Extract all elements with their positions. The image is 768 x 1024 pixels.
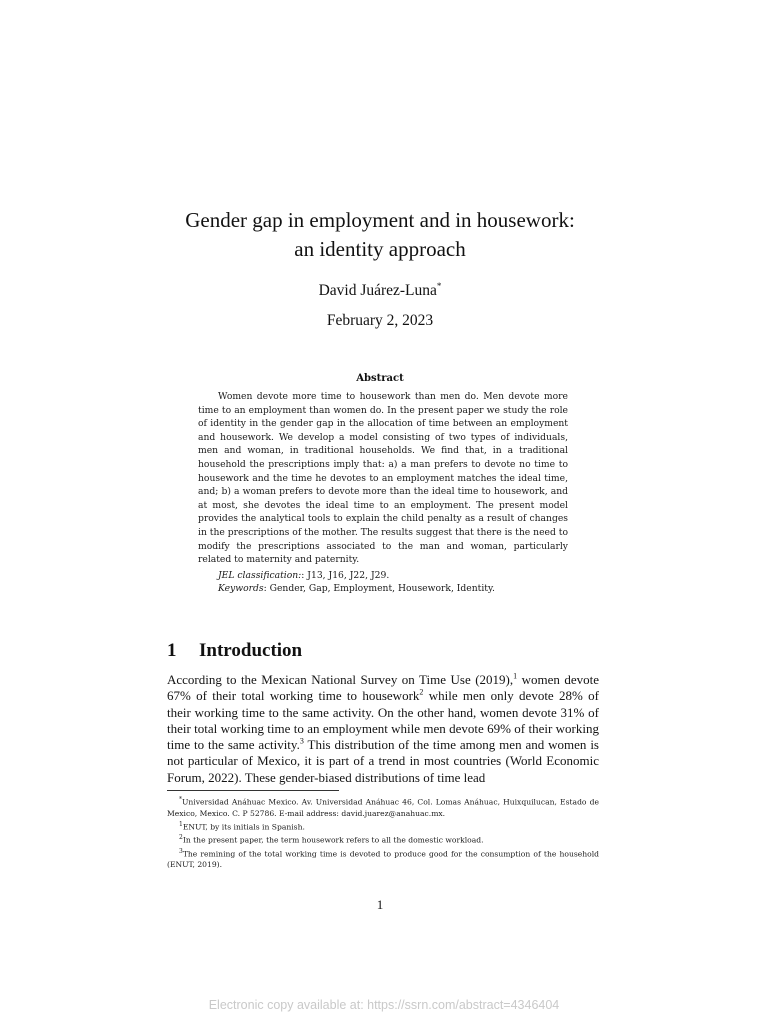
jel-classification <box>198 569 568 583</box>
footnote-1-text: ENUT, by its initials in Spanish. <box>182 822 305 832</box>
footnote-ref-1[interactable]: 1 <box>513 671 518 681</box>
footnote-2 <box>167 832 599 846</box>
footnote-mark-star: * <box>179 796 182 803</box>
footnote-mark-2: 2 <box>179 834 183 842</box>
intro-text-3: while men only devote 28% of their working time to the same activity. On the other hand, women devote 31% of their total working time to an employment while men devote 69% of their working time to the same activity. <box>167 688 599 753</box>
author-name <box>100 281 660 300</box>
keywords-value: : Gender, Gap, Employment, Housework, Identity. <box>263 583 495 595</box>
section-heading <box>167 640 302 662</box>
title-line-1: Gender gap in employment and in housework: <box>185 208 575 232</box>
title-line-2: an identity approach <box>294 237 466 261</box>
footnote-affiliation-text: Universidad Anáhuac Mexico. Av. Universidad Anáhuac 46, Col. Lomas Anáhuac, Huixquilucan, Estado de Mexico, Mexico. C. P 52786. E-mail address: david.juarez@anahuac.mx. <box>167 797 599 818</box>
footnotes <box>167 794 599 870</box>
footnote-2-text: In the present paper, the term housework refers to all the domestic workload. <box>182 835 484 845</box>
paper-date: February 2, 2023 <box>326 312 434 329</box>
page-number: 1 <box>376 897 384 912</box>
ssrn-watermark[interactable]: Electronic copy available at: https://ssrn.com/abstract=4346404 <box>208 998 560 1012</box>
abstract-block <box>198 390 568 596</box>
introduction-paragraph <box>167 672 599 786</box>
author-text: David Juárez-Luna <box>318 282 437 300</box>
intro-text-2: women devote 67% of their total working time to housework <box>167 672 600 704</box>
footnote-mark-1: 1 <box>179 820 183 828</box>
footnote-1 <box>167 819 599 833</box>
keywords-label: Keywords <box>218 583 264 595</box>
footnote-ref-3[interactable]: 3 <box>299 736 304 746</box>
footnote-3-text: The remining of the total working time is devoted to produce good for the consumption of the household (ENUT, 2019). <box>167 849 599 870</box>
intro-text-1: According to the Mexican National Survey on Time Use (2019), <box>167 672 514 687</box>
footnote-ref-2[interactable]: 2 <box>419 687 424 697</box>
footnote-3 <box>167 846 599 871</box>
section-number: 1 <box>167 640 177 661</box>
abstract-heading: Abstract <box>356 373 404 384</box>
jel-label: JEL classification: <box>218 569 302 581</box>
intro-text-4: This distribution of the time among men and women is not particular of Mexico, it is part of a trend in most countries (World Economic Forum, 2022). These gender-biased distributions of time lead <box>167 737 599 785</box>
jel-value: : J13, J16, J22, J29. <box>301 569 390 581</box>
abstract-text: Women devote more time to housework than men do. Men devote more time to an employment than women do. In the present paper we study the role of identity in the gender gap in the allocation of time between an employment and housework. We develop a model consisting of two types of individuals, men and woman, in traditional households. We find that, in a traditional household the prescriptions imply that: a) a man prefers to devote no time to housework and the time he devotes to an employment matches the ideal time, and; b) a woman prefers to devote more than the ideal time to housework, and at most, she devotes the ideal time to an employment. The present model provides the analytical tools to explain the child penalty as a result of changes in the prescriptions of the mother. The results suggest that there is the need to modify the prescriptions associated to the man and woman, particularly related to maternity and paternity. <box>198 391 568 566</box>
footnote-mark-3: 3 <box>179 847 183 855</box>
paper-title <box>100 206 660 264</box>
author-footnote-mark: * <box>436 281 442 291</box>
keywords <box>198 582 568 596</box>
section-title: Introduction <box>199 640 303 661</box>
footnote-divider <box>167 790 339 791</box>
footnote-affiliation <box>167 794 599 819</box>
